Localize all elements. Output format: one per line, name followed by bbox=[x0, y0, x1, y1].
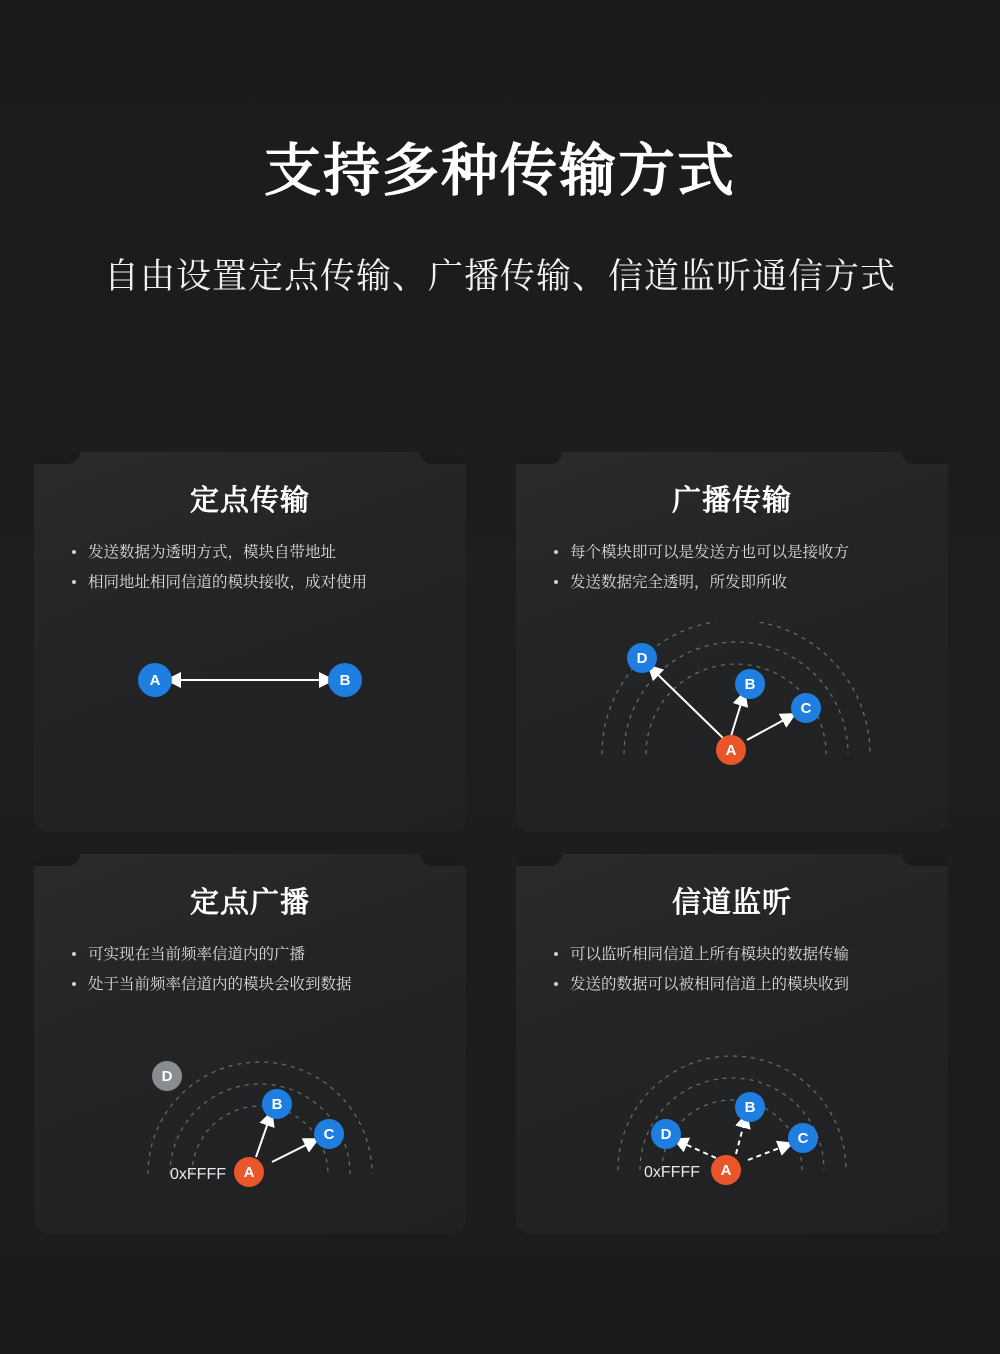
node-label-b: B bbox=[339, 672, 351, 689]
node-label-d: D bbox=[161, 1068, 173, 1085]
node-label-a: A bbox=[149, 672, 161, 689]
card-bullet-list bbox=[62, 943, 438, 997]
feature-card-broadcast bbox=[516, 452, 948, 832]
card-title: 广播传输 bbox=[671, 485, 792, 517]
page-header bbox=[0, 0, 1000, 299]
feature-card-point-to-point bbox=[34, 452, 466, 832]
list-item: 发送数据完全透明，所发即所收 bbox=[550, 571, 920, 595]
page-title: 支持多种传输方式 bbox=[264, 139, 736, 203]
list-item: 每个模块即可以是发送方也可以是接收方 bbox=[550, 541, 920, 565]
node-label-d: D bbox=[660, 1126, 672, 1143]
card-title: 信道监听 bbox=[671, 887, 792, 919]
card-bullet-list bbox=[544, 541, 920, 595]
node-label-c: C bbox=[797, 1130, 809, 1147]
node-label-c: C bbox=[323, 1126, 335, 1143]
list-item: 发送的数据可以被相同信道上的模块收到 bbox=[550, 973, 920, 997]
list-item: 处于当前频率信道内的模块会收到数据 bbox=[68, 973, 438, 997]
feature-card-channel-monitor bbox=[516, 854, 948, 1234]
card-bullet-list bbox=[62, 541, 438, 595]
card-title: 定点广播 bbox=[189, 887, 310, 919]
card-title: 定点传输 bbox=[189, 485, 310, 517]
list-item: 可以监听相同信道上所有模块的数据传输 bbox=[550, 943, 920, 967]
node-label-d: D bbox=[636, 650, 648, 667]
address-label: 0xFFFF bbox=[644, 1164, 700, 1181]
node-label-b: B bbox=[744, 1099, 756, 1116]
address-label: 0xFFFF bbox=[170, 1166, 226, 1183]
node-label-a: A bbox=[725, 742, 737, 759]
list-item: 相同地址相同信道的模块接收，成对使用 bbox=[68, 571, 438, 595]
node-label-b: B bbox=[271, 1096, 283, 1113]
feature-card-point-broadcast bbox=[34, 854, 466, 1234]
card-bullet-list bbox=[544, 943, 920, 997]
page-subtitle: 自由设置定点传输、广播传输、信道监听通信方式 bbox=[103, 256, 896, 296]
node-label-b: B bbox=[744, 676, 756, 693]
list-item: 发送数据为透明方式，模块自带地址 bbox=[68, 541, 438, 565]
node-label-a: A bbox=[243, 1164, 255, 1181]
list-item: 可实现在当前频率信道内的广播 bbox=[68, 943, 438, 967]
node-label-a: A bbox=[720, 1162, 732, 1179]
node-label-c: C bbox=[800, 700, 812, 717]
feature-card-grid bbox=[34, 452, 966, 1234]
